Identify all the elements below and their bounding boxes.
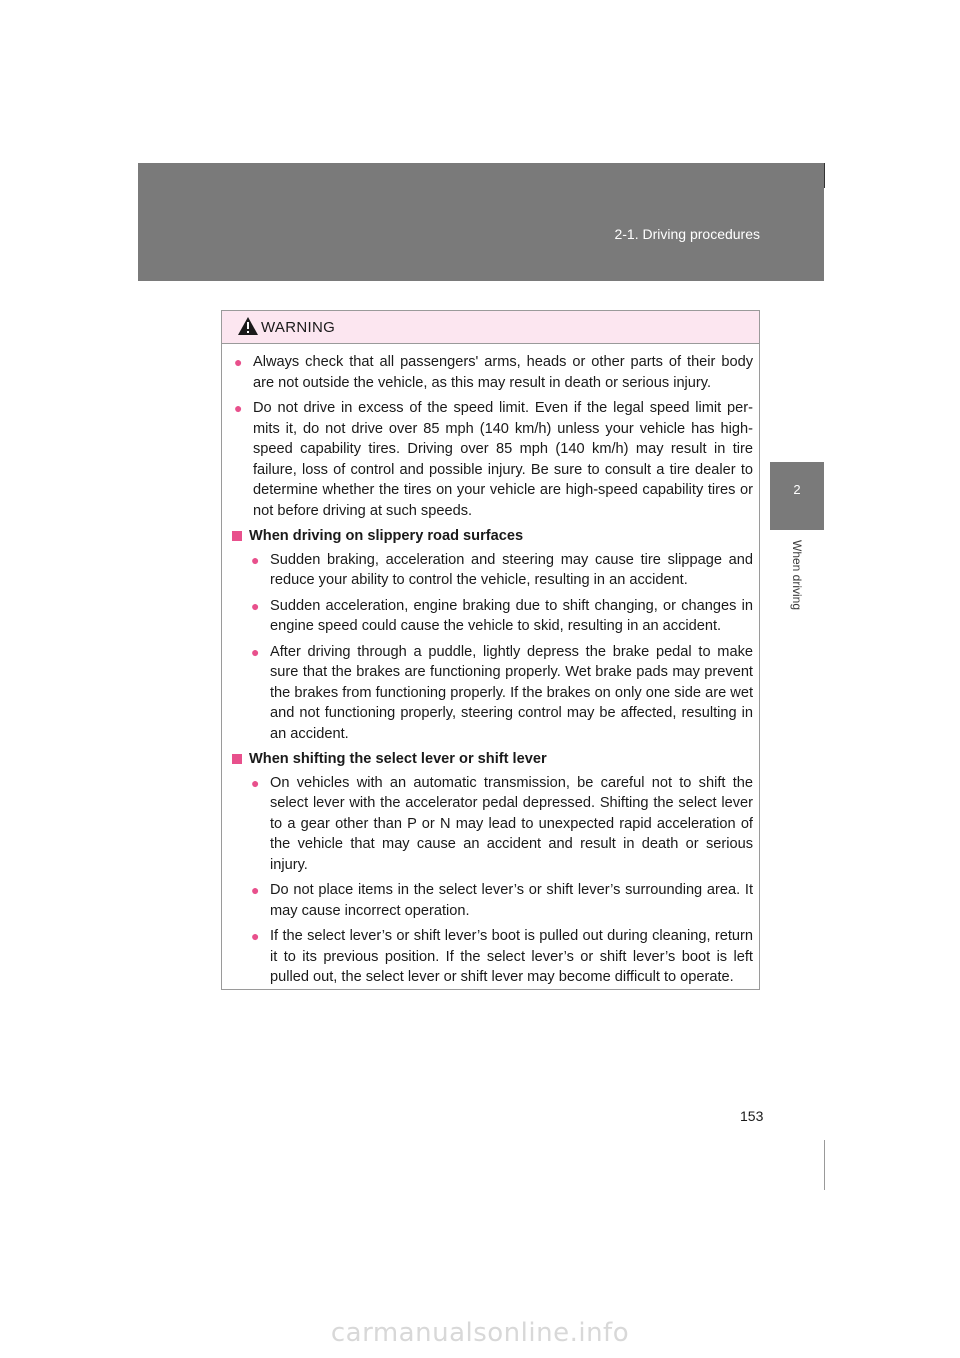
round-bullet-icon: ● <box>234 400 243 416</box>
list-item-text: Do not drive in excess of the speed limit. Even if the legal speed limit per-mits it, do not drive over 85 mph (140 km/h) unless your vehicle has high-speed capability tires. Driving over 85 mph (140 km/h) may result in tire failure, loss of control and possible injury. Be sure to consult a tire dealer to determine whether the tires on your vehicle are high-speed capability tires or not before driving at such speeds. <box>253 400 753 519</box>
list-item-text: On vehicles with an automatic transmission, be careful not to shift the select lever with the accelerator pedal depressed. Shifting the select lever to a gear other than P or N may lead to unexpected rapid acceleration of the vehicle that may cause an accident and result in death or serious injury. <box>270 774 753 873</box>
list-item-text: After driving through a puddle, lightly depress the brake pedal to make sure that the brakes are functioning properly. Wet brake pads may prevent the brakes from functioning properly. If the brakes on only one side are wet and not functioning properly, steering control may be affected, resulting in an accident. <box>270 643 753 742</box>
list-item <box>249 926 753 988</box>
warning-header <box>222 311 759 344</box>
round-bullet-icon: ● <box>251 597 260 614</box>
list-item-text: Sudden braking, acceleration and steering may cause tire slippage and reduce your ability to control the vehicle, resulting in an accident. <box>270 551 753 588</box>
crop-mark-top-right <box>824 163 825 188</box>
warning-box <box>221 310 760 990</box>
chapter-label: When driving <box>790 540 804 611</box>
crop-mark-bottom-right <box>824 1140 825 1190</box>
round-bullet-icon: ● <box>234 354 243 370</box>
list-item <box>232 352 753 393</box>
list-item-text: If the select lever’s or shift lever’s boot is pulled out during cleaning, return it to its previous position. If the select lever’s or shift lever’s boot is left pulled out, the select lever or shift lever may become difficult to operate. <box>270 928 753 985</box>
list-item <box>249 642 753 745</box>
header-band <box>138 163 824 281</box>
page-number: 153 <box>740 1108 764 1124</box>
section-heading-text: When shifting the select lever or shift lever <box>249 751 547 767</box>
chapter-tab <box>770 462 824 530</box>
square-marker-icon <box>232 754 242 764</box>
round-bullet-icon: ● <box>251 928 260 944</box>
round-bullet-icon: ● <box>251 551 260 568</box>
square-marker-icon <box>232 531 242 541</box>
section-heading <box>232 749 753 770</box>
list-item <box>249 773 753 876</box>
list-item <box>249 596 753 637</box>
warning-title: WARNING <box>261 319 336 336</box>
warning-body <box>222 344 759 988</box>
section-heading-text: When driving on slippery road surfaces <box>249 528 524 544</box>
chapter-number: 2 <box>793 482 801 497</box>
round-bullet-icon: ● <box>251 774 260 791</box>
section-heading <box>232 526 753 547</box>
section-title: 2-1. Driving procedures <box>614 226 760 242</box>
list-item-text: Sudden acceleration, engine braking due to shift changing, or changes in engine speed could cause the vehicle to skid, resulting in an accident. <box>270 597 753 634</box>
list-item <box>232 398 753 521</box>
warning-triangle-icon <box>237 316 259 336</box>
list-item-text: Do not place items in the select lever’s or shift lever’s surrounding area. It may cause incorrect operation. <box>270 882 753 919</box>
list-item <box>249 880 753 921</box>
watermark: carmanualsonline.info <box>330 1318 630 1348</box>
round-bullet-icon: ● <box>251 882 260 898</box>
list-item-text: Always check that all passengers' arms, heads or other parts of their body are not outside the vehicle, as this may result in death or serious injury. <box>253 354 753 391</box>
round-bullet-icon: ● <box>251 643 260 660</box>
list-item <box>249 550 753 591</box>
